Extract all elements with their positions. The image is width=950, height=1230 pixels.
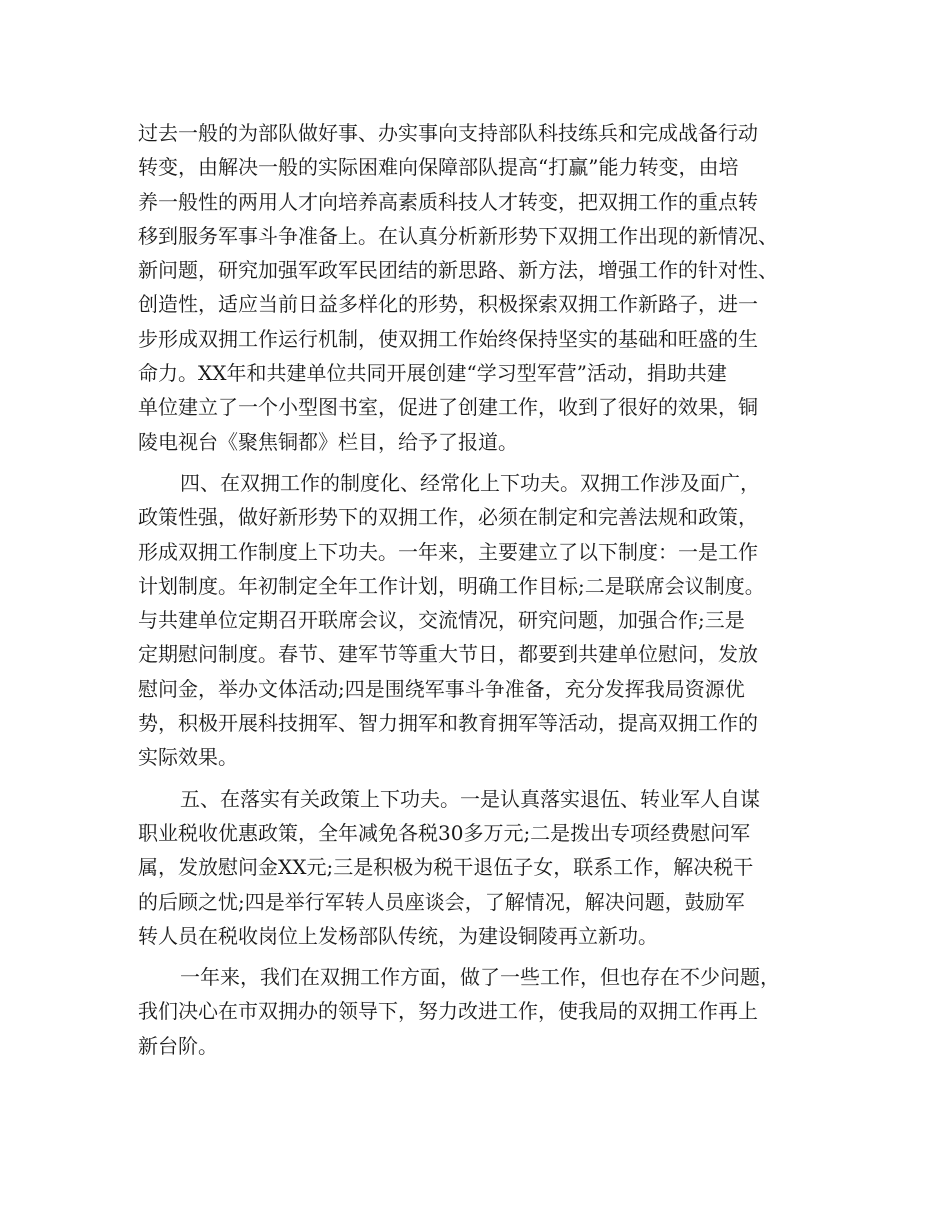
- text-line: 陵电视台《聚焦铜都》栏目，给予了报道。: [138, 429, 518, 454]
- text-line: 定期慰问制度。春节、建军节等重大节日，都要到共建单位慰问，发放: [138, 642, 758, 667]
- text-line: 形成双拥工作制度上下功夫。一年来，主要建立了以下制度：一是工作: [138, 539, 758, 564]
- text-line: 一年来，我们在双拥工作方面，做了一些工作，但也存在不少问题，: [180, 965, 780, 990]
- text-line: 四、在双拥工作的制度化、经常化上下功夫。双拥工作涉及面广，: [180, 470, 760, 495]
- text-line: 五、在落实有关政策上下功夫。一是认真落实退伍、转业军人自谋: [180, 786, 760, 811]
- text-line: 转变，由解决一般的实际困难向保障部队提高“打赢”能力转变，由培: [138, 155, 739, 180]
- document-page: [138, 116, 818, 1063]
- paragraph-continued: [138, 116, 818, 459]
- text-line: 属，发放慰问金XX元;三是积极为税干退伍子女，联系工作，解决税干: [138, 855, 754, 880]
- text-line: 的后顾之忧;四是举行军转人员座谈会，了解情况，解决问题，鼓励军: [138, 889, 745, 914]
- text-line: 移到服务军事斗争准备上。在认真分析新形势下双拥工作出现的新情况、: [138, 223, 778, 248]
- text-line: 我们决心在市双拥办的领导下，努力改进工作，使我局的双拥工作再上: [138, 999, 758, 1024]
- text-line: 计划制度。年初制定全年工作计划，明确工作目标;二是联席会议制度。: [138, 573, 765, 598]
- text-line: 慰问金，举办文体活动;四是围绕军事斗争准备，充分发挥我局资源优: [138, 676, 745, 701]
- text-line: 转人员在税收岗位上发杨部队传统，为建设铜陵再立新功。: [138, 923, 658, 948]
- text-line: 职业税收优惠政策，全年减免各税30多万元;二是拨出专项经费慰问军: [138, 820, 751, 845]
- text-line: 与共建单位定期召开联席会议，交流情况，研究问题，加强合作;三是: [138, 608, 745, 633]
- text-line: 过去一般的为部队做好事、办实事向支持部队科技练兵和完成战备行动: [138, 121, 758, 145]
- text-line: 命力。XX年和共建单位共同开展创建“学习型军营”活动，捐助共建: [138, 361, 727, 386]
- text-line: 单位建立了一个小型图书室，促进了创建工作，收到了很好的效果，铜: [138, 395, 758, 420]
- text-line: 新台阶。: [138, 1033, 218, 1058]
- paragraph-section-five: [138, 782, 818, 953]
- text-line: 新问题，研究加强军政军民团结的新思路、新方法，增强工作的针对性、: [138, 258, 778, 283]
- text-line: 政策性强，做好新形势下的双拥工作，必须在制定和完善法规和政策，: [138, 505, 758, 530]
- paragraph-conclusion: [138, 960, 818, 1063]
- text-line: 实际效果。: [138, 745, 238, 770]
- paragraph-section-four: [138, 466, 818, 775]
- text-line: 养一般性的两用人才向培养高素质科技人才转变，把双拥工作的重点转: [138, 189, 758, 214]
- text-line: 步形成双拥工作运行机制，使双拥工作始终保持坚实的基础和旺盛的生: [138, 326, 758, 351]
- text-line: 势，积极开展科技拥军、智力拥军和教育拥军等活动，提高双拥工作的: [138, 711, 758, 736]
- text-line: 创造性，适应当前日益多样化的形势，积极探索双拥工作新路子，进一: [138, 292, 758, 317]
